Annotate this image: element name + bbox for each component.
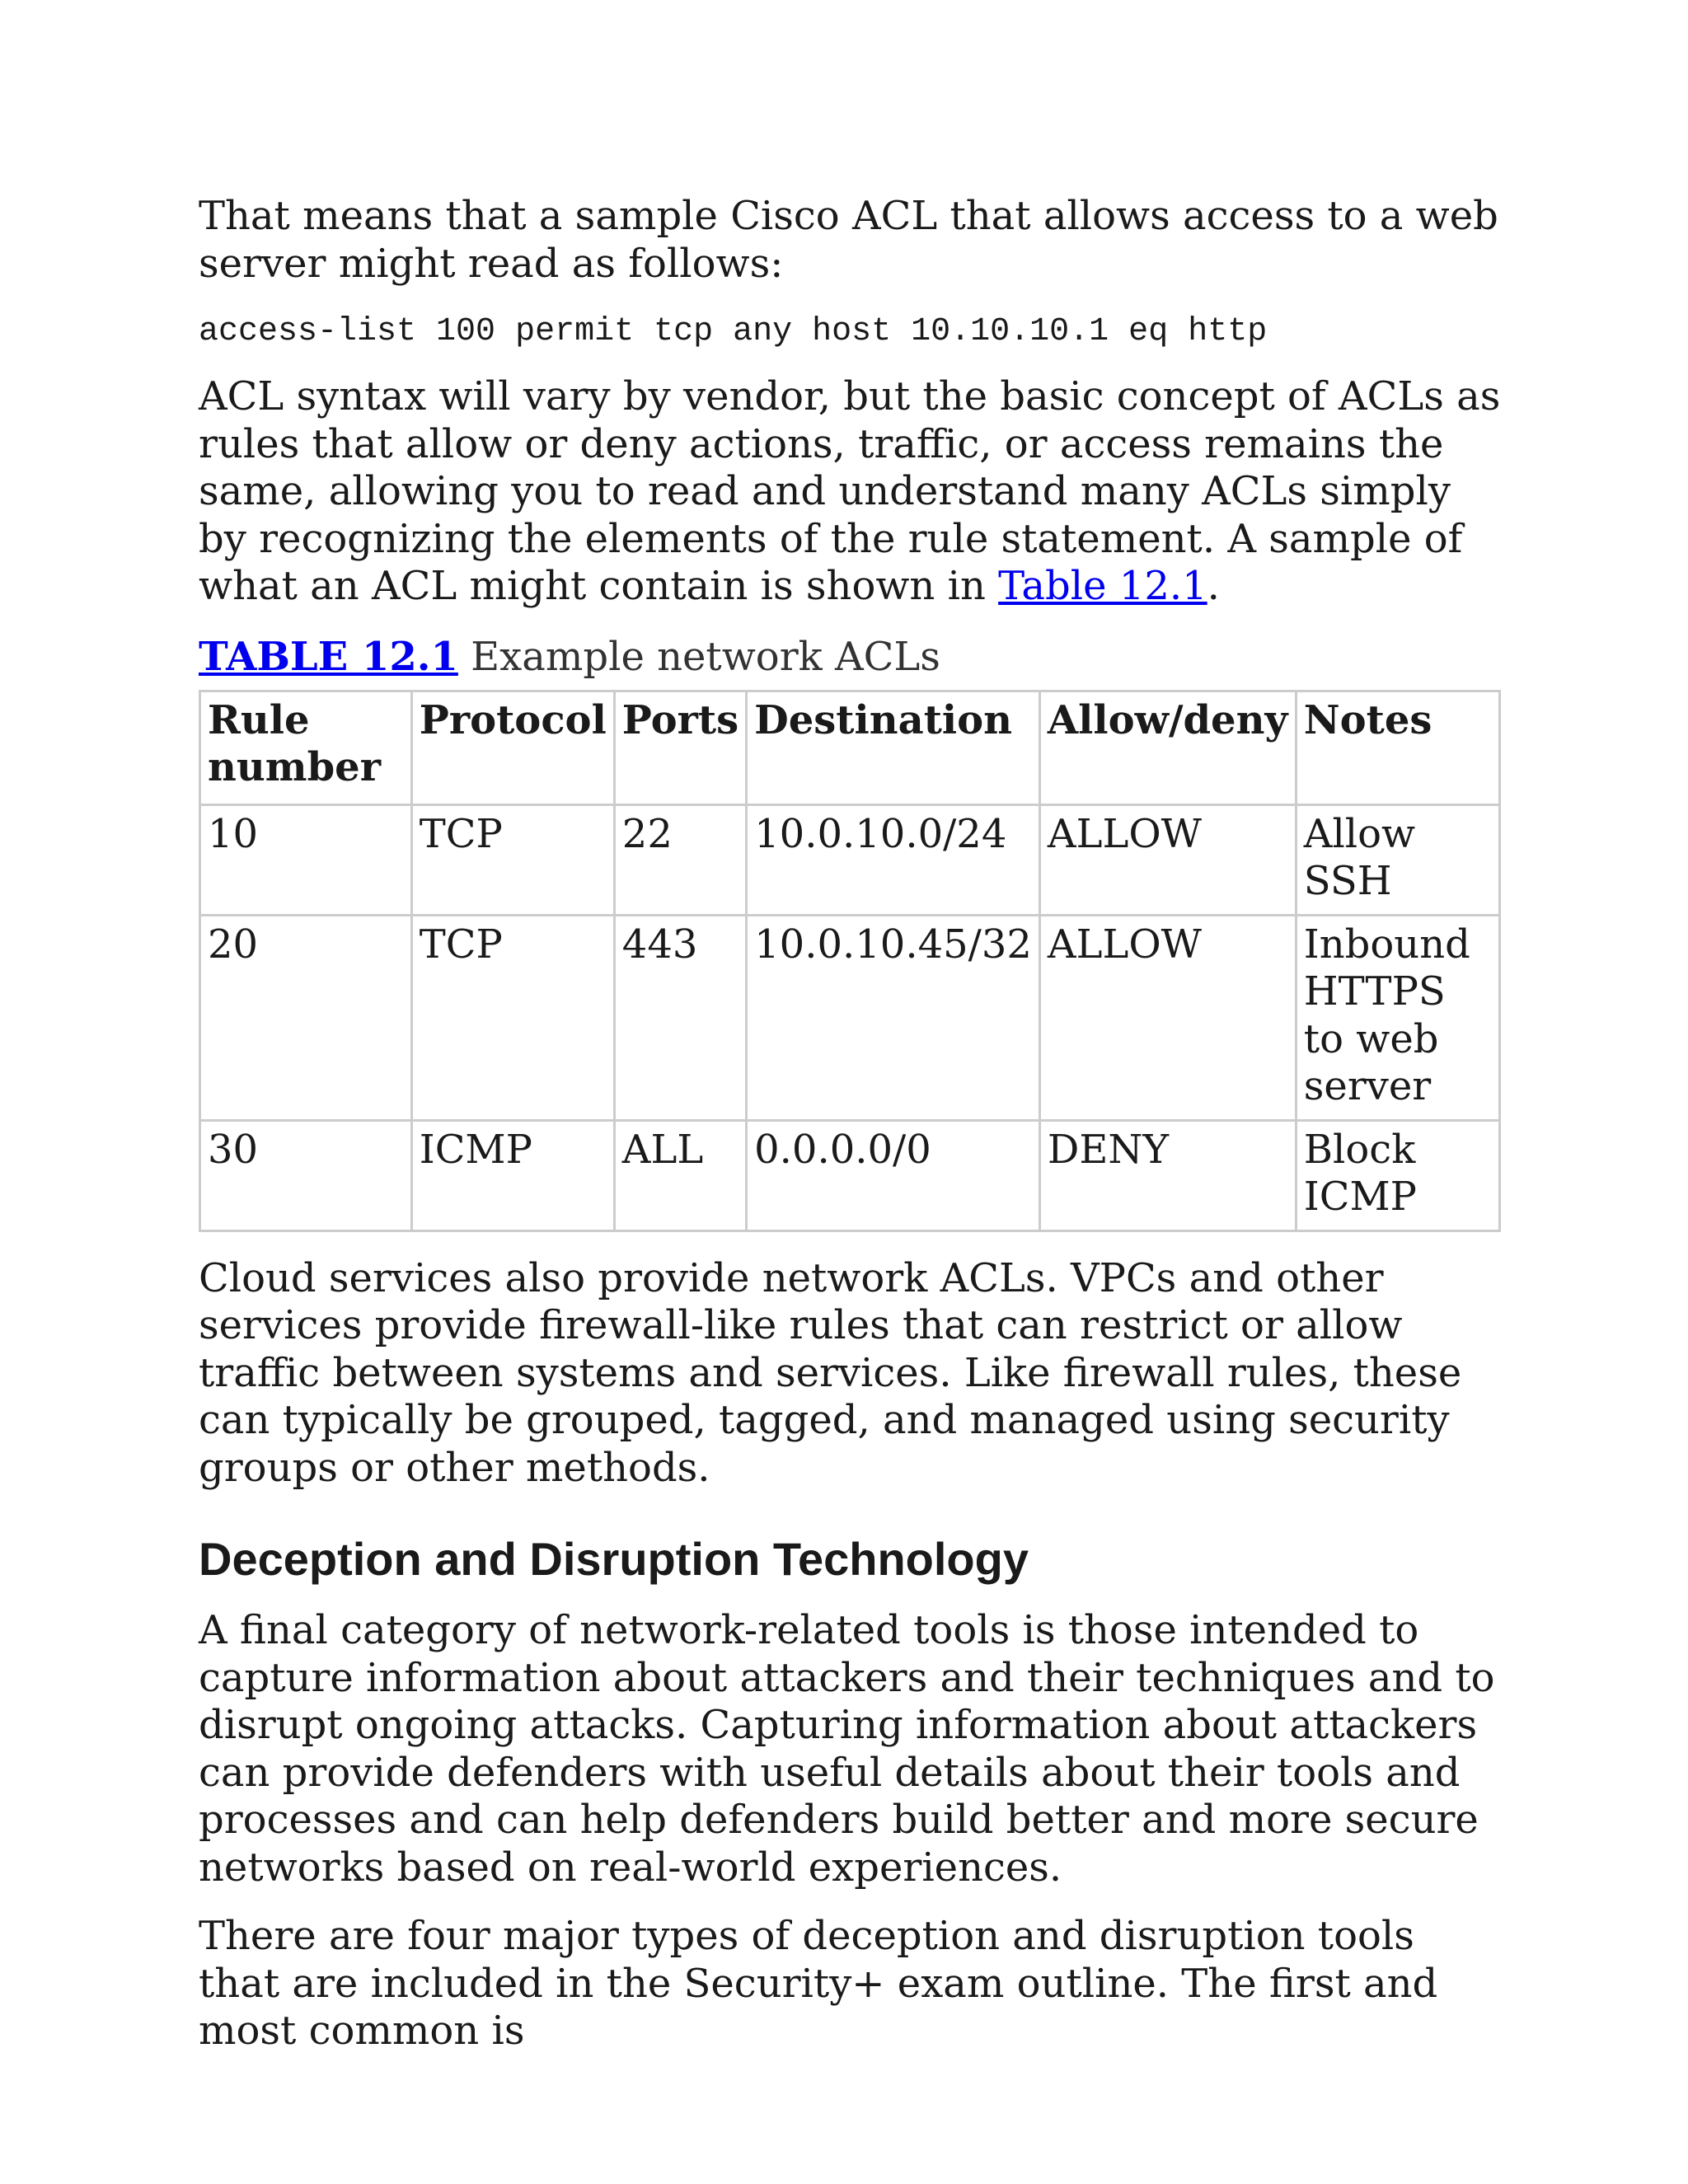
cell-protocol: TCP	[411, 915, 614, 1120]
header-allow-deny: Allow/deny	[1039, 691, 1296, 804]
table-caption-title: Example network ACLs	[457, 633, 940, 680]
cell-allow-deny: ALLOW	[1039, 915, 1296, 1120]
syntax-text-end: .	[1207, 563, 1220, 609]
cloud-paragraph: Cloud services also provide network ACLs. VPCs and other services provide firewall-like rules that can restrict or allow traffic between systems and services. Like firewall rules, these can typically be grouped, tagged, and managed using security groups or other methods.	[199, 1254, 1462, 1491]
cell-allow-deny: ALLOW	[1039, 804, 1296, 915]
syntax-text: ACL syntax will vary by vendor, but the basic concept of ACLs as rules that allow or deny actions, traffic, or access remains the same, allowing you to read and understand many ACLs simply by recognizing the elements of the rule statement. A sample of what an ACL might contain is shown in	[199, 373, 1501, 609]
cell-protocol: ICMP	[411, 1120, 614, 1230]
cell-destination: 0.0.0.0/0	[747, 1120, 1040, 1230]
cell-ports: ALL	[614, 1120, 746, 1230]
cell-destination: 10.0.10.0/24	[747, 804, 1040, 915]
table-header-row	[200, 691, 1500, 804]
table-12-1-link[interactable]: Table 12.1	[998, 563, 1207, 609]
cell-rule-number: 20	[200, 915, 412, 1120]
cell-allow-deny: DENY	[1039, 1120, 1296, 1230]
cell-ports: 443	[614, 915, 746, 1120]
deception-paragraph-1: A final category of network-related tools is those intended to capture information about attackers and their techniques and to disrupt ongoing attacks. Capturing information about attackers can provide defenders with useful details about their tools and processes and can help defenders build better and more secure networks based on real-world experiences.	[199, 1607, 1495, 1891]
code-sample: access-list 100 permit tcp any host 10.10.10.1 eq http	[199, 313, 1268, 350]
header-notes: Notes	[1296, 691, 1499, 804]
cell-notes: Allow SSH	[1296, 804, 1499, 915]
cell-notes: Inbound HTTPS to web server	[1296, 915, 1499, 1120]
cell-rule-number: 10	[200, 804, 412, 915]
header-ports: Ports	[614, 691, 746, 804]
cell-rule-number: 30	[200, 1120, 412, 1230]
table-row	[200, 915, 1500, 1120]
header-rule-number: Rule number	[200, 691, 412, 804]
table-row	[200, 1120, 1500, 1230]
cell-notes: Block ICMP	[1296, 1120, 1499, 1230]
cell-protocol: TCP	[411, 804, 614, 915]
cell-ports: 22	[614, 804, 746, 915]
header-protocol: Protocol	[411, 691, 614, 804]
deception-paragraph-2: There are four major types of deception and disruption tools that are included in the Security+ exam outline. The first and most common is	[199, 1913, 1438, 2054]
page-content	[199, 193, 1501, 2077]
table-row	[200, 804, 1500, 915]
intro-paragraph: That means that a sample Cisco ACL that allows access to a web server might read as follows:	[199, 193, 1498, 287]
syntax-paragraph	[199, 373, 1501, 611]
section-heading: Deception and Disruption Technology	[199, 1533, 1029, 1585]
cell-destination: 10.0.10.45/32	[747, 915, 1040, 1120]
table-caption	[199, 632, 1501, 682]
table-caption-label-link[interactable]: TABLE 12.1	[199, 633, 458, 680]
acl-table	[199, 690, 1501, 1232]
header-destination: Destination	[747, 691, 1040, 804]
